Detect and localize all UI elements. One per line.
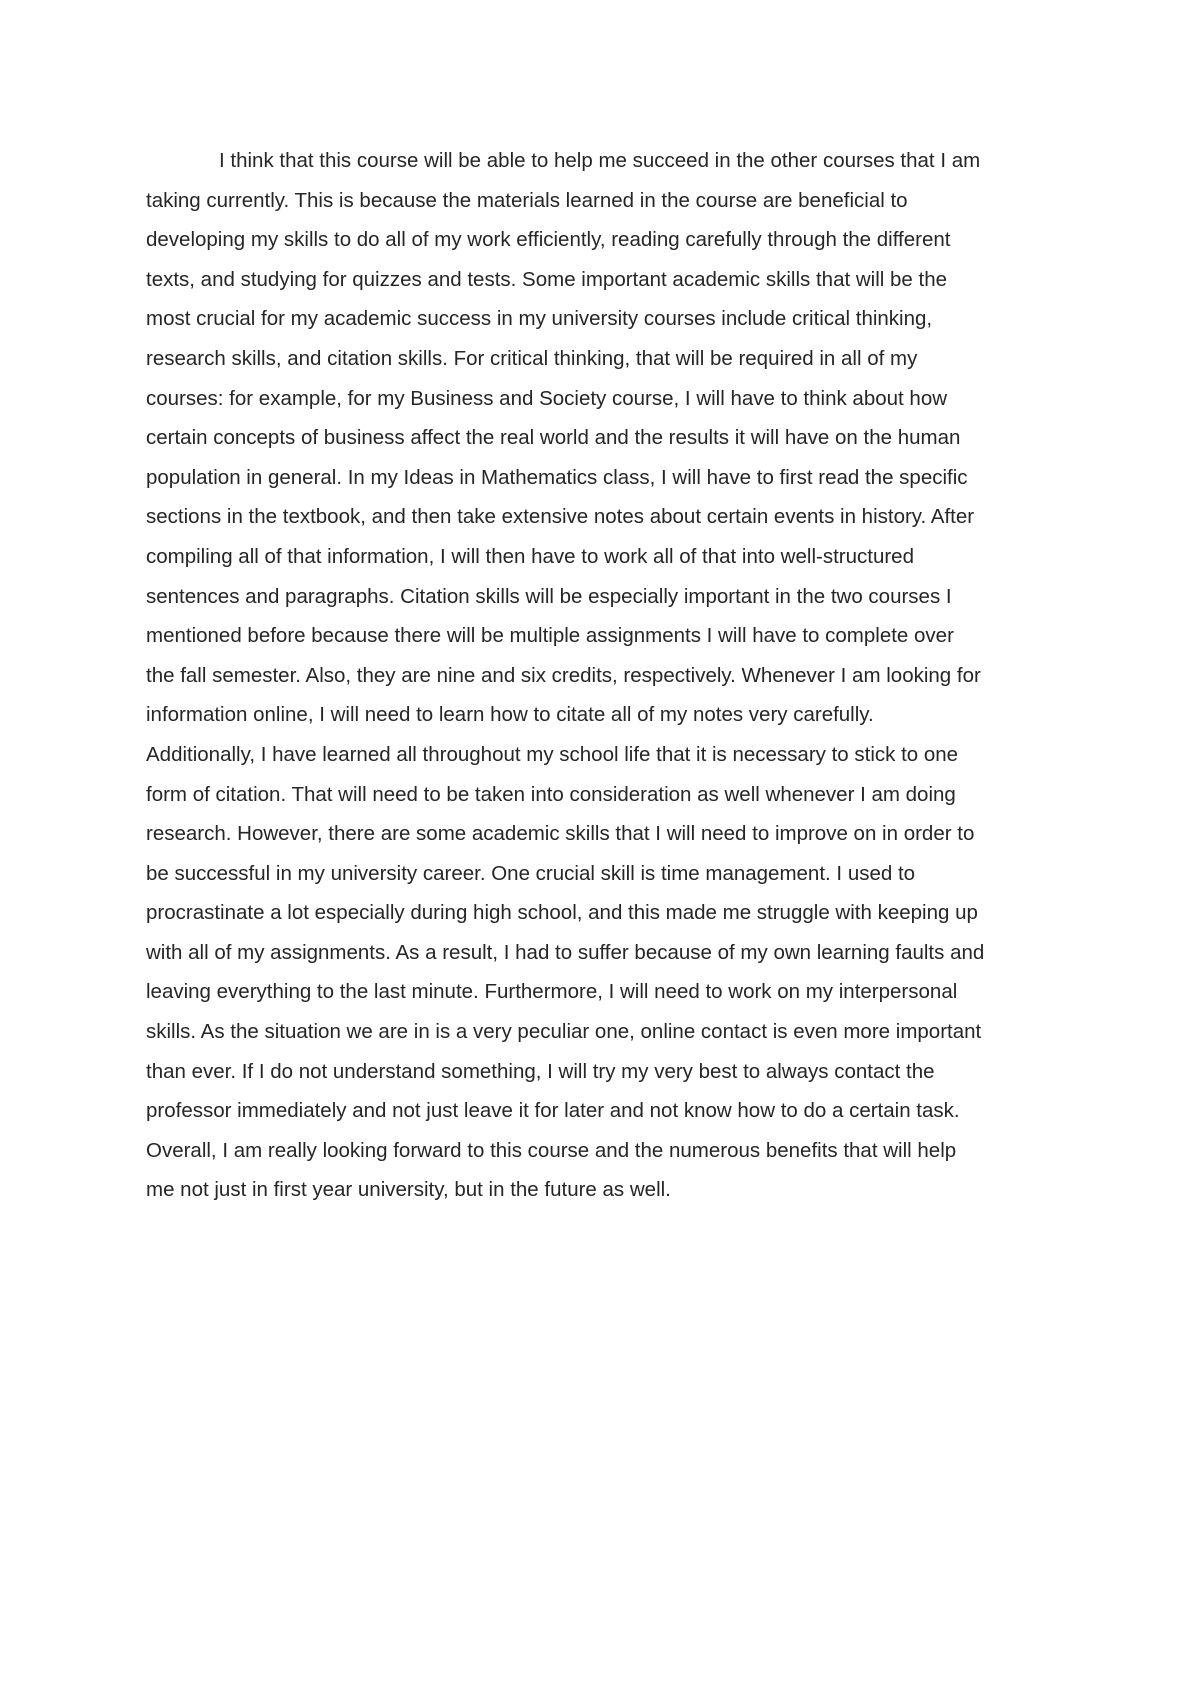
paragraph-line: most crucial for my academic success in my university courses include critical thinking, [146, 307, 933, 331]
paragraph-line: I think that this course will be able to help me succeed in the other courses that I am [219, 149, 981, 172]
paragraph-line: sections in the textbook, and then take extensive notes about certain events in history. After [146, 505, 975, 529]
paragraph-line: courses: for example, for my Business and Society course, I will have to think about how [146, 386, 948, 410]
paragraph-line: than ever. If I do not understand something, I will try my very best to always contact the [146, 1059, 935, 1083]
paragraph-line: certain concepts of business affect the real world and the results it will have on the human [146, 426, 961, 450]
paragraph-line: research. However, there are some academic skills that I will need to improve on in order to [146, 822, 975, 846]
essay-paragraph [146, 141, 1086, 1210]
paragraph-line: research skills, and citation skills. For critical thinking, that will be required in all of my [146, 346, 918, 370]
paragraph-line: sentences and paragraphs. Citation skills will be especially important in the two courses I [146, 584, 952, 608]
paragraph-line: Overall, I am really looking forward to this course and the numerous benefits that will help [146, 1138, 957, 1162]
paragraph-line: with all of my assignments. As a result, I had to suffer because of my own learning faults and [146, 940, 985, 964]
paragraph-line: developing my skills to do all of my work efficiently, reading carefully through the different [146, 228, 951, 252]
paragraph-line: Additionally, I have learned all throughout my school life that it is necessary to stick to one [146, 742, 959, 766]
paragraph-line: form of citation. That will need to be taken into consideration as well whenever I am doing [146, 782, 956, 806]
paragraph-line: professor immediately and not just leave it for later and not know how to do a certain task. [146, 1099, 960, 1123]
paragraph-line: leaving everything to the last minute. Furthermore, I will need to work on my interpersonal [146, 980, 958, 1004]
paragraph-line: procrastinate a lot especially during high school, and this made me struggle with keeping up [146, 901, 978, 925]
paragraph-line: information online, I will need to learn how to citate all of my notes very carefully. [146, 703, 874, 727]
paragraph-line: skills. As the situation we are in is a very peculiar one, online contact is even more important [146, 1020, 982, 1044]
paragraph-line: compiling all of that information, I will then have to work all of that into well-structured [146, 544, 914, 568]
paragraph-line: texts, and studying for quizzes and tests. Some important academic skills that will be the [146, 267, 948, 291]
paragraph-line: mentioned before because there will be multiple assignments I will have to complete over [146, 624, 954, 648]
paragraph-line: taking currently. This is because the materials learned in the course are beneficial to [146, 188, 908, 212]
paragraph-line: the fall semester. Also, they are nine and six credits, respectively. Whenever I am looking for [146, 663, 981, 687]
paragraph-line: me not just in first year university, but in the future as well. [146, 1178, 671, 1202]
paragraph-line: population in general. In my Ideas in Mathematics class, I will have to first read the specific [146, 465, 968, 489]
paragraph-line: be successful in my university career. One crucial skill is time management. I used to [146, 861, 916, 885]
